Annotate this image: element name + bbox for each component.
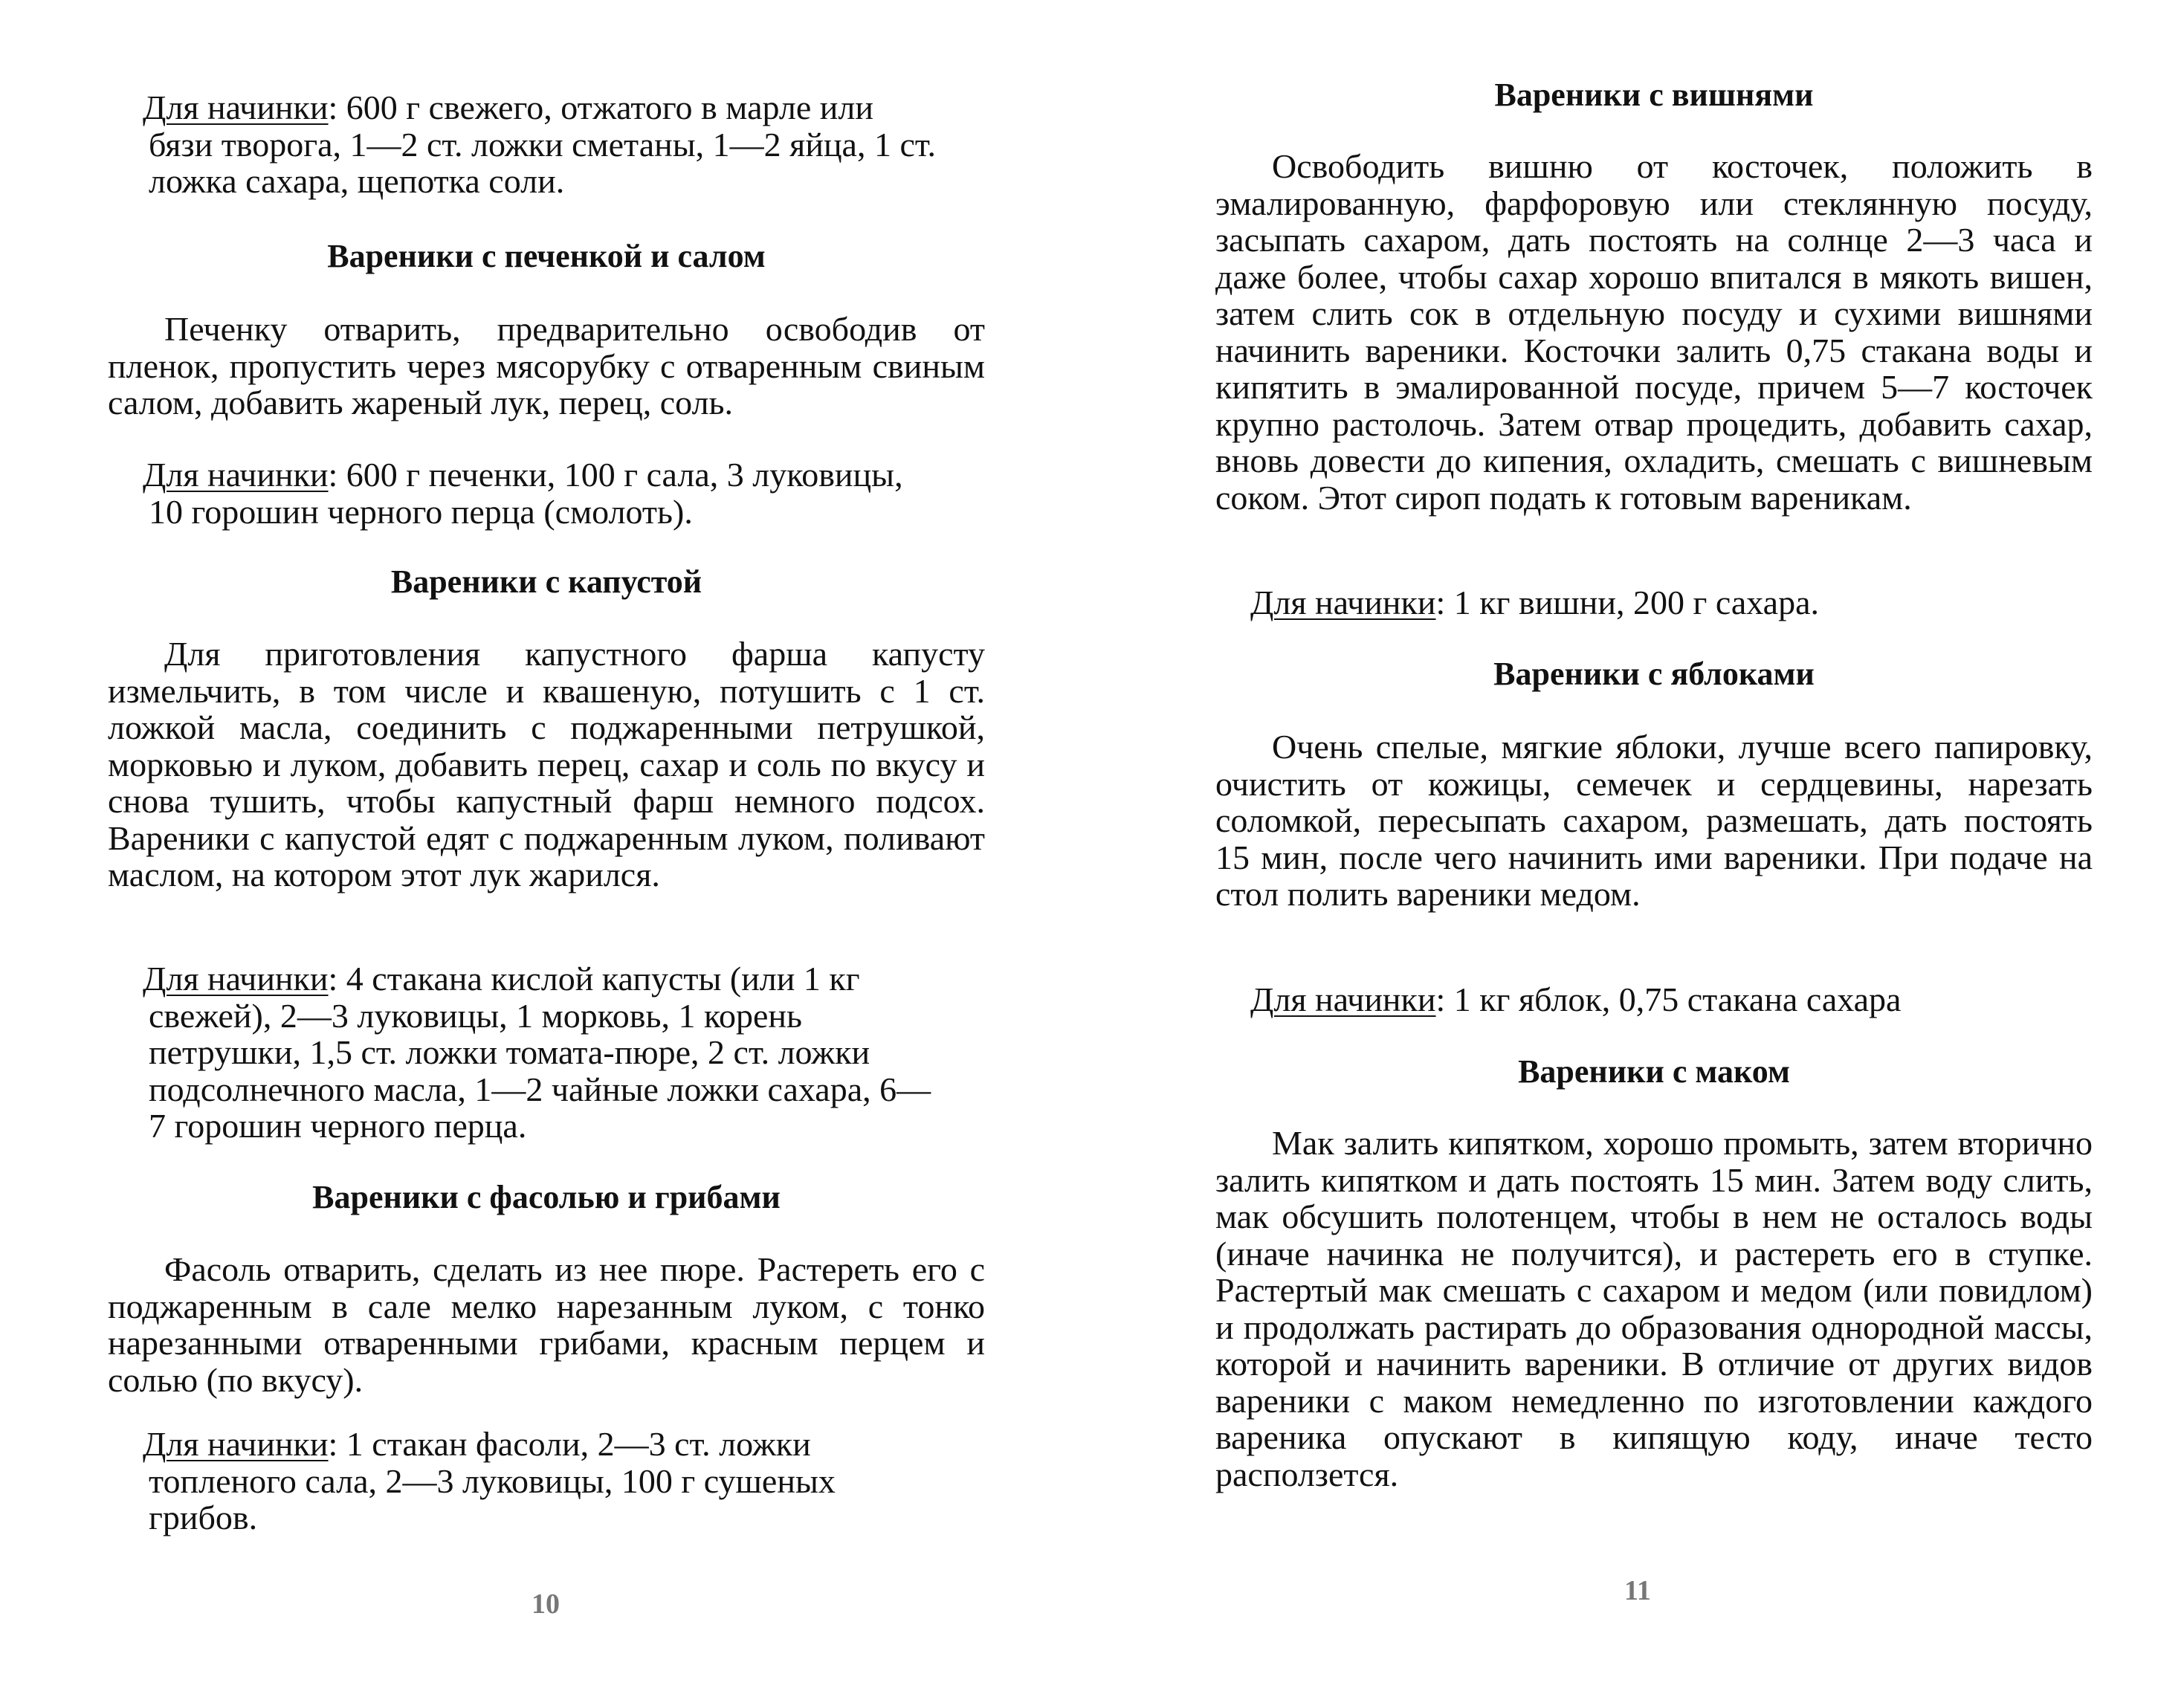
filling-label: Для начинки <box>143 1425 329 1463</box>
recipe-filling <box>108 1426 985 1536</box>
recipe-filling <box>108 960 985 1145</box>
recipe-beans-mushrooms-body-block <box>108 1251 985 1398</box>
filling-label: Для начинки <box>1250 980 1436 1018</box>
recipe-cabbage-title-block <box>108 563 985 601</box>
page-number: 10 <box>532 1588 560 1620</box>
recipe-liver-lard-body-block <box>108 311 985 421</box>
left-page <box>108 0 985 1697</box>
recipe-filling <box>1215 981 2093 1018</box>
recipe-cherries-title-block <box>1215 77 2093 114</box>
recipe-beans-mushrooms-filling-block <box>108 1426 985 1536</box>
recipe-title: Вареники с яблоками <box>1493 656 1815 692</box>
recipe-beans-mushrooms-title-block <box>108 1179 985 1216</box>
filling-ingredients: : 1 кг яблок, 0,75 стакана сахара <box>1435 980 1902 1018</box>
recipe-cherries-body-block <box>1215 148 2093 516</box>
filling-label: Для начинки <box>143 88 329 126</box>
recipe-apples-title-block <box>1215 656 2093 693</box>
filling-ingredients: : 4 стакана кислой капусты (или 1 кг свежей), 2—3 луковицы, 1 морковь, 1 корень петрушки, 1,5 ст. ложки томата-пюре, 2 ст. ложки подсолнечного масла, 1—2 чайные ложки сахара, 6—7 горошин черного перца. <box>149 960 931 1145</box>
recipe-filling <box>1215 584 2093 621</box>
filling-ingredients: : 600 г печенки, 100 г сала, 3 луковицы, 10 горошин черного перца (смолоть). <box>149 456 903 531</box>
recipe-cherries-filling-block <box>1215 584 2093 621</box>
recipe-poppy-body-block <box>1215 1125 2093 1493</box>
filling-ingredients: : 600 г свежего, отжатого в марле или бязи творога, 1—2 ст. ложки сметаны, 1—2 яйца, 1 ст. ложка сахара, щепотка соли. <box>149 88 937 200</box>
recipe-cabbage-filling-block <box>108 960 985 1145</box>
recipe-body: Мак залить кипятком, хорошо промыть, затем вторично залить кипятком и дать постоять 15 мин. Затем воду слить, мак обсушить полотенцем, чтобы в нем не осталось воды (иначе начинка не получится), и растереть его в ступке. Растертый мак смешать с сахаром и медом (или повидлом) и продолжать растирать до образования однородной массы, которой и начинить вареники. В отличие от других видов вареники с маком немедленно по изготовлении каждого вареника опускают в кипящую коду, иначе тесто расползется. <box>1215 1124 2093 1493</box>
recipe-apples-body-block <box>1215 728 2093 913</box>
right-page <box>1215 0 2093 1697</box>
recipe-body: Для приготовления капустного фарша капусту измельчить, в том числе и квашеную, потушить с 1 ст. ложкой масла, соединить с поджаренными петрушкой, морковью и луком, добавить перец, сахар и соль по вкусу и снова тушить, чтобы капустный фарш немного подсох. Вареники с капустой едят с поджаренным луком, поливают маслом, на котором этот лук жарился. <box>108 635 985 893</box>
filling-label: Для начинки <box>143 456 329 494</box>
recipe-liver-lard-title-block <box>108 238 985 275</box>
recipe-title: Вареники с капустой <box>390 563 702 600</box>
recipe-title: Вареники с вишнями <box>1494 77 1814 113</box>
recipe-title: Вареники с фасолью и грибами <box>312 1179 781 1215</box>
recipe-title: Вареники с печенкой и салом <box>327 238 766 274</box>
page-number: 11 <box>1624 1575 1651 1606</box>
filling-label: Для начинки <box>1250 584 1436 621</box>
filling-ingredients: : 1 кг вишни, 200 г сахара. <box>1435 584 1820 621</box>
recipe-body: Печенку отварить, предварительно освободив от пленок, пропустить через мясорубку с отваренным свиным салом, добавить жареный лук, перец, соль. <box>108 310 985 421</box>
recipe-apples-filling-block <box>1215 981 2093 1018</box>
intro-filling <box>108 89 985 200</box>
recipe-cabbage-body-block <box>108 636 985 893</box>
recipe-liver-lard-filling-block <box>108 456 985 530</box>
filling-ingredients: : 1 стакан фасоли, 2—3 ст. ложки топленого сала, 2—3 луковицы, 100 г сушеных грибов. <box>149 1425 836 1536</box>
recipe-filling <box>108 456 985 530</box>
recipe-body: Фасоль отварить, сделать из нее пюре. Растереть его с поджаренным в сале мелко нарезанным луком, с тонко нарезанными отваренными грибами, красным перцем и солью (по вкусу). <box>108 1250 985 1399</box>
recipe-poppy-title-block <box>1215 1053 2093 1090</box>
recipe-body: Очень спелые, мягкие яблоки, лучше всего папировку, очистить от кожицы, семечек и сердцевины, нарезать соломкой, пересыпать сахаром, размешать, дать постоять 15 мин, после чего начинить ими вареники. При подаче на стол полить вареники медом. <box>1215 728 2093 913</box>
filling-label: Для начинки <box>143 960 329 998</box>
recipe-body: Освободить вишню от косточек, положить в эмалированную, фарфоровую или стеклянную посуду, засыпать сахаром, дать постоять на солнце 2—3 часа и даже более, чтобы сахар хорошо впитался в мякоть вишен, затем слить сок в отдельную посуду и сухими вишнями начинить вареники. Косточки залить 0,75 стакана воды и кипятить в эмалированной посуде, причем 5—7 косточек крупно растолочь. Затем отвар процедить, добавить сахар, вновь довести до кипения, охладить, смешать с вишневым соком. Этот сироп подать к готовым вареникам. <box>1215 147 2093 517</box>
recipe-title: Вареники с маком <box>1518 1053 1790 1090</box>
intro-filling-text <box>108 89 985 200</box>
